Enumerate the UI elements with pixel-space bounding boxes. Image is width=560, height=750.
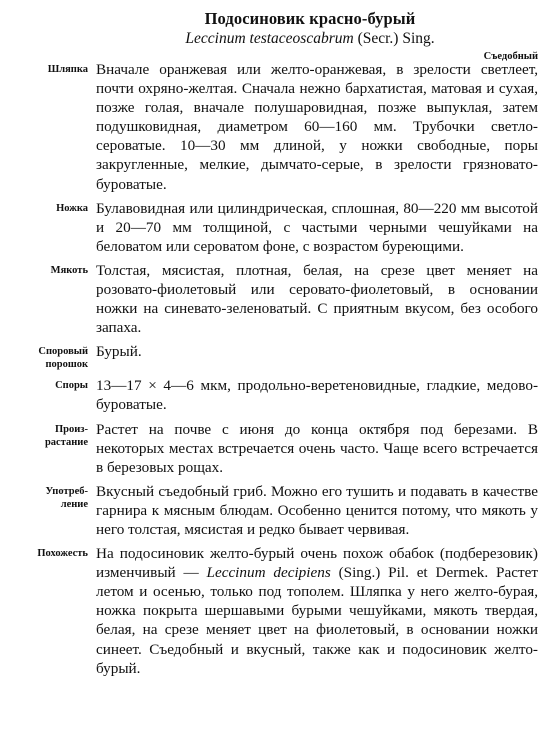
entry-spore-print (14, 342, 538, 371)
entry-similarity (14, 544, 538, 678)
entry-flesh (14, 261, 538, 337)
page-title: Подосиновик красно-бурый (204, 9, 416, 28)
entry-text: 13—17 × 4—6 мкм, продольно-веретеновидные, гладкие, медово-буроватые. (96, 377, 538, 414)
entry-text: Бурый. (96, 343, 142, 361)
edibility-badge: Съедобный (483, 51, 538, 62)
entry-habitat (14, 420, 538, 477)
entry-text: Вначале оранжевая или желто-оранжевая, в зрелости светлеет, почти охряно-желтая. Сначала нежно бархатистая, матовая и сухая, позже голая, вначале полушаровидная, позже выпуклая, затем подушковидная, диаметром 60—160 мм. Трубочки светло-сероватые. 10—30 мм длиной, у ножки свободные, поры закругленные, мелкие, дымчато-серые, в зрелости грязновато-буроватые. (96, 61, 538, 193)
latin-name-similar: Leccinum decipiens (206, 564, 331, 582)
entry-label: Ножка (56, 202, 88, 214)
entry-text: Толстая, мясистая, плотная, белая, на срезе цвет меняет на розовато-фиолетовый или серовато-фиолетовый, в основании ножки на синевато-зеленоватый. С приятным вкусом, без особого запаха. (96, 261, 538, 337)
entry-label: Споры (55, 380, 88, 392)
entry-text: На подосиновик желто-бурый очень похож обабок (подберезовик) изменчивый — Leccinum decipiens (Sing.) Pil. et Dermek. Растет летом и осенью, только под тополем. Шляпка у него желто-бурая, ножка покрыта шершавыми бурыми чешуйками, мякоть твердая, белая, на срезе меняет цвет на фиолетовый, в основании ножки синеет. Съедобный и вкусный, также как и подосиновик желто-бурый. (96, 545, 538, 677)
entry-cap (14, 60, 538, 194)
entry-label: Шляпка (47, 64, 88, 75)
entry-label: Мякоть (50, 264, 88, 276)
entry-text: Вкусный съедобный гриб. Можно его тушить и подавать в качестве гарнира к мясным блюдам. Особенно ценится потому, что мякоть у него толстая, мясистая и редко бывает червивая. (96, 482, 538, 538)
entry-label: Похожесть (37, 548, 88, 560)
species-author: (Secr.) Sing. (353, 30, 435, 47)
latin-name: Leccinum testaceoscabrum (185, 30, 354, 47)
latin-subtitle (82, 29, 538, 49)
entry-stem (14, 199, 538, 256)
entry-label: Произ- растание (44, 423, 88, 448)
entry-text: Растет на почве с июня до конца октября под березами. В некоторых местах встречается очень часто. Чаще всего встречается в березовых рощах. (96, 420, 538, 476)
entry-label: Употреб- ление (45, 485, 88, 510)
description-entries (14, 60, 538, 678)
entry-text: Булавовидная или цилиндрическая, сплошная, 80—220 мм высотой и 20—70 мм толщиной, с частыми черными чешуйками на беловатом или сероватом фоне, с возрастом буреющими. (96, 199, 538, 255)
entry-spores (14, 376, 538, 414)
entry-label: Споровый порошок (38, 346, 88, 371)
entry-usage (14, 482, 538, 539)
